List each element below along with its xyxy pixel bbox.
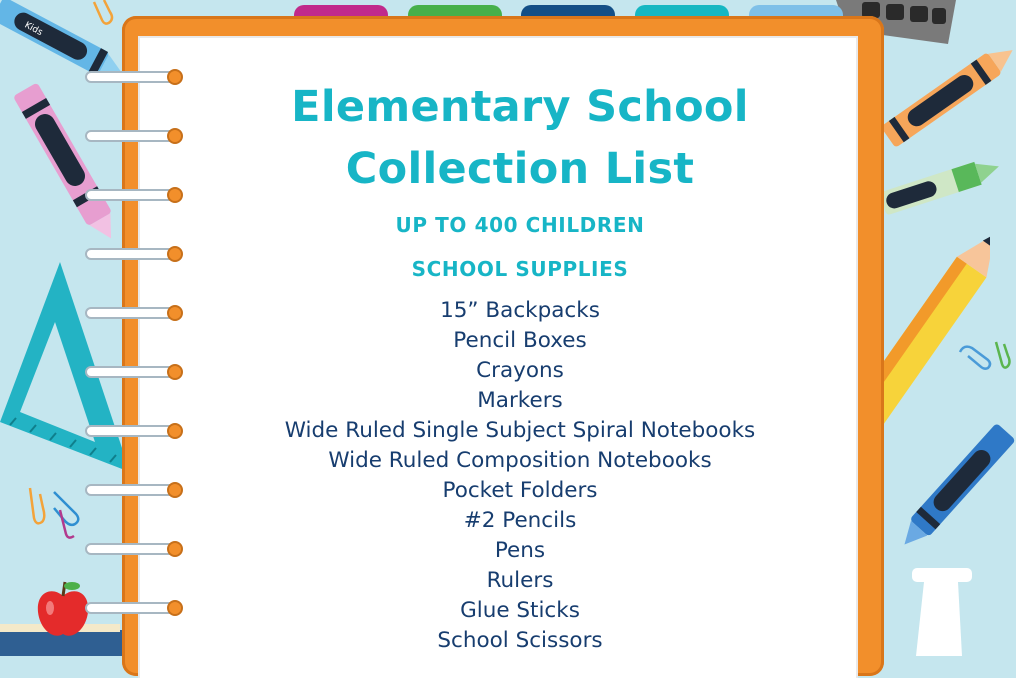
title-line-2: Collection List — [345, 144, 695, 194]
list-item: 15” Backpacks — [440, 298, 600, 323]
list-item: Markers — [477, 388, 563, 413]
list-item: Pocket Folders — [442, 478, 598, 503]
subtitle: UP TO 400 CHILDREN — [395, 213, 645, 237]
list-item: #2 Pencils — [463, 508, 577, 533]
crayon-icon — [900, 420, 1016, 550]
list-item: Wide Ruled Single Subject Spiral Notebooks — [284, 418, 756, 443]
supply-list — [140, 296, 900, 656]
section-heading: SCHOOL SUPPLIES — [411, 257, 629, 281]
beaker-icon — [896, 560, 986, 656]
list-item: Rulers — [486, 568, 554, 593]
paperclip-icon — [88, 0, 118, 28]
list-item: Glue Sticks — [460, 598, 580, 623]
list-item: Crayons — [476, 358, 564, 383]
page-title — [140, 76, 900, 200]
title-line-1: Elementary School — [291, 82, 749, 132]
list-item: Wide Ruled Composition Notebooks — [328, 448, 712, 473]
svg-text:Kids: Kids — [22, 20, 44, 39]
list-item: School Scissors — [437, 628, 603, 653]
list-item: Pens — [494, 538, 546, 563]
paperclip-icon — [24, 484, 86, 540]
list-item: Pencil Boxes — [453, 328, 587, 353]
crayon-icon — [0, 60, 140, 250]
paperclip-icon — [958, 338, 1012, 374]
collection-list-content — [140, 38, 900, 656]
